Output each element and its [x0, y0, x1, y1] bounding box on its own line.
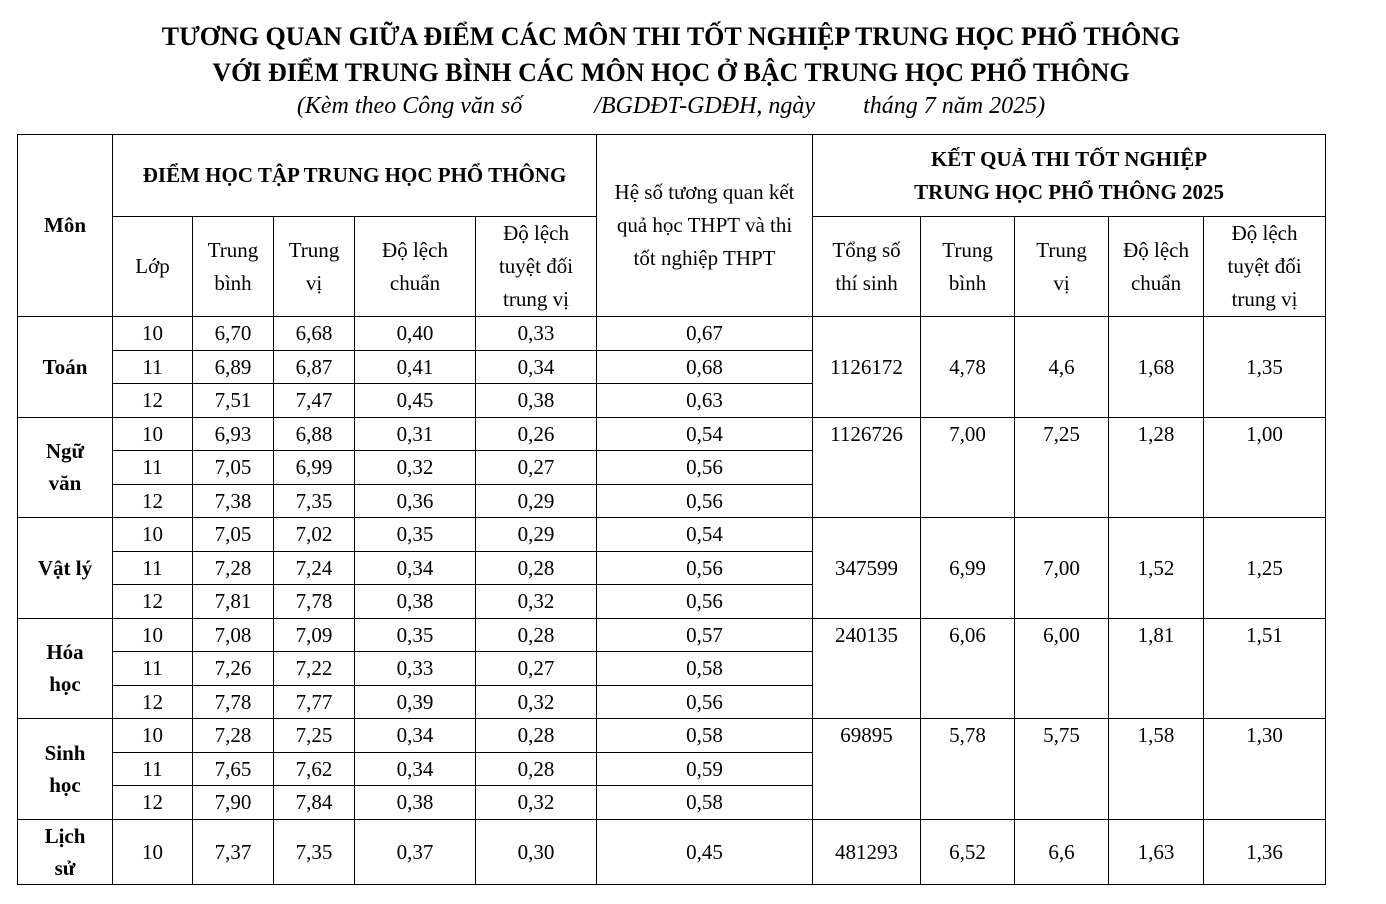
table-cell: 0,56 [597, 551, 813, 585]
result-cell: 1126726 [813, 417, 921, 518]
table-cell: 0,28 [476, 719, 597, 753]
table-cell: 7,09 [274, 618, 355, 652]
subject-name: Vật lý [18, 518, 113, 619]
subject-name: Sinh học [18, 719, 113, 820]
result-cell: 6,52 [921, 819, 1015, 884]
header-trung-vi: Trung vị [274, 217, 355, 317]
table-cell: 0,63 [597, 384, 813, 418]
table-cell: 11 [113, 652, 193, 686]
table-cell: 7,38 [193, 484, 274, 518]
table-cell: 7,28 [193, 551, 274, 585]
table-cell: 0,38 [355, 786, 476, 820]
table-cell: 6,99 [274, 451, 355, 485]
table-cell: 7,77 [274, 685, 355, 719]
table-cell: 7,24 [274, 551, 355, 585]
table-cell: 0,34 [355, 551, 476, 585]
title-line-1: TƯƠNG QUAN GIỮA ĐIỂM CÁC MÔN THI TỐT NGHIỆP TRUNG HỌC PHỔ THÔNG [161, 22, 1181, 51]
table-cell: 0,30 [476, 819, 597, 884]
table-cell: 0,45 [355, 384, 476, 418]
table-cell: 0,54 [597, 518, 813, 552]
table-cell: 0,36 [355, 484, 476, 518]
result-cell: 1,25 [1204, 518, 1326, 619]
table-cell: 12 [113, 685, 193, 719]
header-kq-do-lech-tuyet-doi: Độ lệch tuyệt đối trung vị [1204, 217, 1326, 317]
table-cell: 0,56 [597, 484, 813, 518]
table-cell: 11 [113, 551, 193, 585]
header-kq-trung-vi: Trung vị [1015, 217, 1109, 317]
table-cell: 0,28 [476, 618, 597, 652]
result-cell: 69895 [813, 719, 921, 820]
table-row [18, 417, 1326, 451]
title-line-2: VỚI ĐIỂM TRUNG BÌNH CÁC MÔN HỌC Ở BẬC TRUNG HỌC PHỔ THÔNG [212, 58, 1130, 87]
subject-name: Hóa học [18, 618, 113, 719]
result-cell: 1,51 [1204, 618, 1326, 719]
table-cell: 7,26 [193, 652, 274, 686]
table-cell: 7,22 [274, 652, 355, 686]
table-cell: 0,56 [597, 585, 813, 619]
table-cell: 10 [113, 317, 193, 351]
header-group-hoc-tap: ĐIỂM HỌC TẬP TRUNG HỌC PHỔ THÔNG [113, 135, 597, 217]
result-cell: 6,6 [1015, 819, 1109, 884]
table-cell: 0,56 [597, 451, 813, 485]
result-cell: 6,00 [1015, 618, 1109, 719]
table-cell: 0,26 [476, 417, 597, 451]
result-cell: 4,78 [921, 317, 1015, 418]
table-cell: 0,58 [597, 719, 813, 753]
table-cell: 7,84 [274, 786, 355, 820]
table-cell: 7,08 [193, 618, 274, 652]
table-cell: 10 [113, 518, 193, 552]
table-cell: 10 [113, 618, 193, 652]
table-cell: 7,62 [274, 752, 355, 786]
result-cell: 1,28 [1109, 417, 1204, 518]
table-cell: 7,05 [193, 451, 274, 485]
header-do-lech-chuan: Độ lệch chuẩn [355, 217, 476, 317]
result-cell: 1,68 [1109, 317, 1204, 418]
table-cell: 7,51 [193, 384, 274, 418]
result-cell: 6,06 [921, 618, 1015, 719]
table-cell: 0,68 [597, 350, 813, 384]
result-cell: 1,63 [1109, 819, 1204, 884]
table-cell: 0,37 [355, 819, 476, 884]
table-cell: 7,78 [193, 685, 274, 719]
table-cell: 0,58 [597, 652, 813, 686]
subject-name: Ngữ văn [18, 417, 113, 518]
table-cell: 0,40 [355, 317, 476, 351]
result-cell: 6,99 [921, 518, 1015, 619]
table-cell: 7,28 [193, 719, 274, 753]
result-cell: 481293 [813, 819, 921, 884]
result-cell: 1,81 [1109, 618, 1204, 719]
table-cell: 0,32 [355, 451, 476, 485]
result-cell: 4,6 [1015, 317, 1109, 418]
result-cell: 5,78 [921, 719, 1015, 820]
result-cell: 1126172 [813, 317, 921, 418]
table-cell: 0,32 [476, 685, 597, 719]
table-cell: 0,54 [597, 417, 813, 451]
table-cell: 7,47 [274, 384, 355, 418]
table-cell: 0,28 [476, 752, 597, 786]
table-cell: 0,57 [597, 618, 813, 652]
table-cell: 0,32 [476, 786, 597, 820]
table-cell: 11 [113, 451, 193, 485]
header-ket-qua-line-1: KẾT QUẢ THI TỐT NGHIỆP [930, 146, 1208, 171]
table-cell: 11 [113, 752, 193, 786]
table-cell: 0,59 [597, 752, 813, 786]
table-cell: 7,90 [193, 786, 274, 820]
table-cell: 12 [113, 585, 193, 619]
table-cell: 0,35 [355, 518, 476, 552]
table-row [18, 819, 1326, 884]
table-row [18, 317, 1326, 351]
header-kq-trung-binh: Trung bình [921, 217, 1015, 317]
table-cell: 0,41 [355, 350, 476, 384]
table-cell: 0,35 [355, 618, 476, 652]
table-cell: 0,29 [476, 484, 597, 518]
result-cell: 7,25 [1015, 417, 1109, 518]
table-cell: 0,45 [597, 819, 813, 884]
table-cell: 0,33 [476, 317, 597, 351]
correlation-table [17, 134, 1326, 885]
table-cell: 0,33 [355, 652, 476, 686]
table-row [18, 518, 1326, 552]
table-cell: 7,25 [274, 719, 355, 753]
result-cell: 240135 [813, 618, 921, 719]
header-lop: Lớp [113, 217, 193, 317]
header-trung-binh: Trung bình [193, 217, 274, 317]
result-cell: 1,36 [1204, 819, 1326, 884]
result-cell: 1,35 [1204, 317, 1326, 418]
result-cell: 5,75 [1015, 719, 1109, 820]
result-cell: 1,52 [1109, 518, 1204, 619]
table-cell: 0,39 [355, 685, 476, 719]
table-cell: 0,32 [476, 585, 597, 619]
header-do-lech-tuyet-doi: Độ lệch tuyệt đối trung vị [476, 217, 597, 317]
table-cell: 10 [113, 819, 193, 884]
table-cell: 6,89 [193, 350, 274, 384]
table-cell: 0,67 [597, 317, 813, 351]
table-cell: 12 [113, 786, 193, 820]
subject-name: Lịch sử [18, 819, 113, 884]
table-cell: 7,65 [193, 752, 274, 786]
table-cell: 6,88 [274, 417, 355, 451]
table-cell: 0,29 [476, 518, 597, 552]
header-tong-so: Tổng số thí sinh [813, 217, 921, 317]
table-cell: 7,02 [274, 518, 355, 552]
table-cell: 0,28 [476, 551, 597, 585]
table-row [18, 719, 1326, 753]
table-cell: 0,34 [355, 719, 476, 753]
table-body [18, 317, 1326, 885]
table-cell: 12 [113, 484, 193, 518]
header-mon: Môn [18, 135, 113, 317]
table-cell: 7,81 [193, 585, 274, 619]
table-cell: 0,27 [476, 652, 597, 686]
table-cell: 12 [113, 384, 193, 418]
result-cell: 7,00 [921, 417, 1015, 518]
table-cell: 7,78 [274, 585, 355, 619]
table-row [18, 618, 1326, 652]
table-cell: 0,56 [597, 685, 813, 719]
table-cell: 0,58 [597, 786, 813, 820]
header-he-so: Hệ số tương quan kết quả học THPT và thi tốt nghiệp THPT [597, 135, 813, 317]
table-cell: 6,68 [274, 317, 355, 351]
table-cell: 6,70 [193, 317, 274, 351]
header-ket-qua-line-2: TRUNG HỌC PHỔ THÔNG 2025 [914, 179, 1225, 204]
subject-name: Toán [18, 317, 113, 418]
header-group-ket-qua [813, 135, 1326, 217]
result-cell: 1,58 [1109, 719, 1204, 820]
table-cell: 6,93 [193, 417, 274, 451]
table-cell: 0,31 [355, 417, 476, 451]
table-cell: 7,37 [193, 819, 274, 884]
result-cell: 1,30 [1204, 719, 1326, 820]
table-cell: 0,38 [355, 585, 476, 619]
table-cell: 0,34 [355, 752, 476, 786]
table-cell: 0,38 [476, 384, 597, 418]
table-cell: 7,35 [274, 819, 355, 884]
table-cell: 10 [113, 719, 193, 753]
subtitle: (Kèm theo Công văn số /BGDĐT-GDĐH, ngày tháng 7 năm 2025) [296, 93, 1046, 119]
result-cell: 7,00 [1015, 518, 1109, 619]
table-cell: 0,34 [476, 350, 597, 384]
table-cell: 0,27 [476, 451, 597, 485]
table-cell: 10 [113, 417, 193, 451]
result-cell: 1,00 [1204, 417, 1326, 518]
result-cell: 347599 [813, 518, 921, 619]
table-cell: 11 [113, 350, 193, 384]
table-cell: 7,35 [274, 484, 355, 518]
table-cell: 7,05 [193, 518, 274, 552]
header-kq-do-lech-chuan: Độ lệch chuẩn [1109, 217, 1204, 317]
table-cell: 6,87 [274, 350, 355, 384]
